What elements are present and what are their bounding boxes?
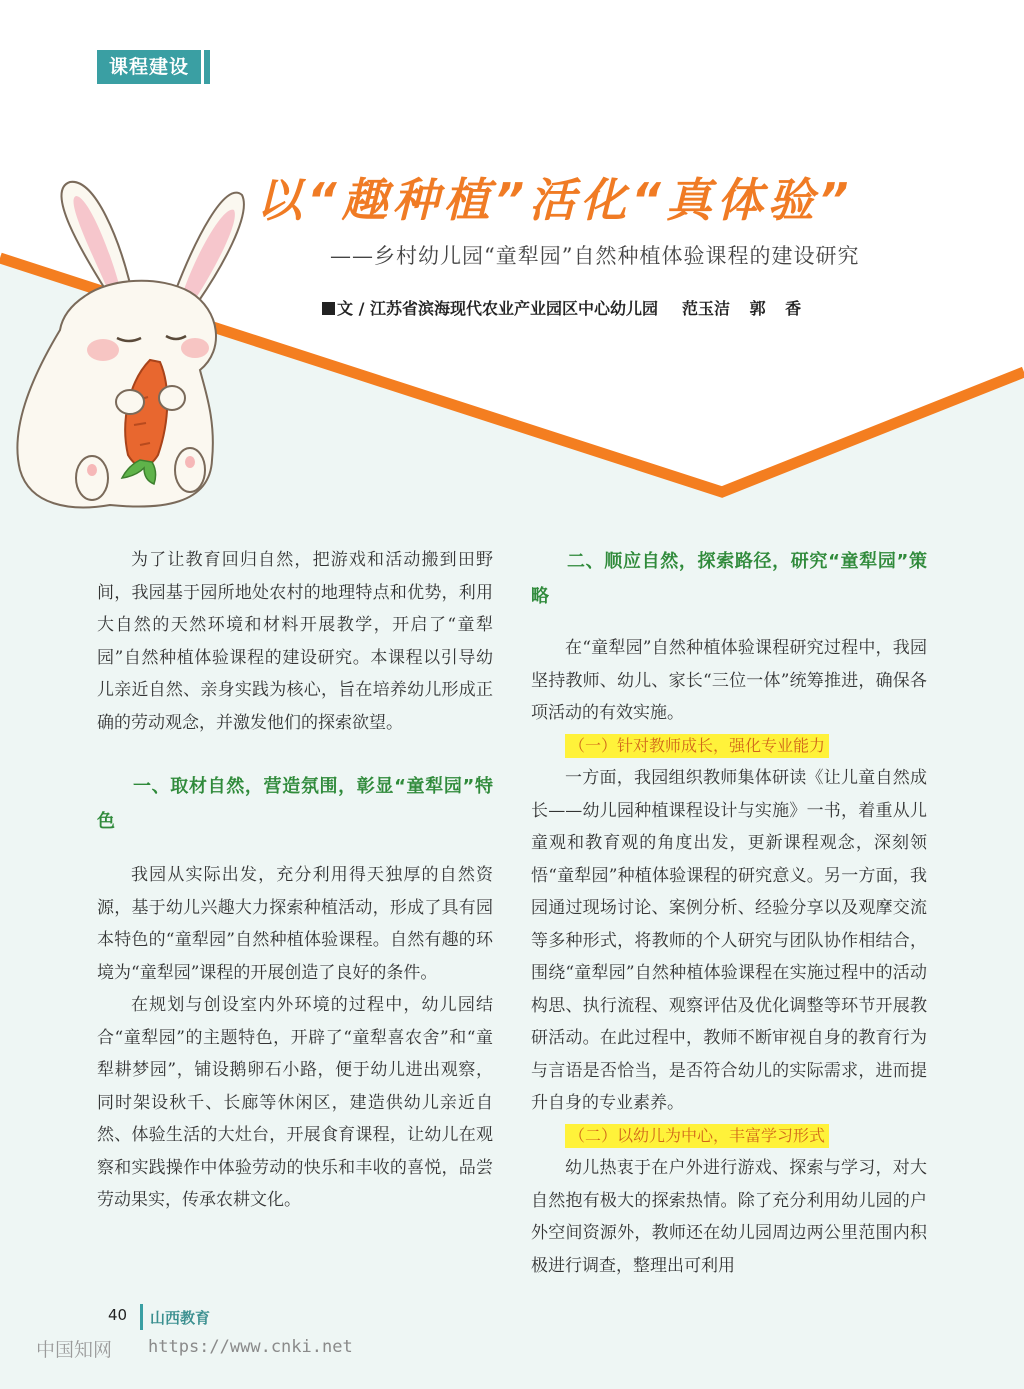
- page-number: 40: [108, 1306, 128, 1324]
- section-heading-2: 二、顺应自然，探索路径，研究“童犁园”策略: [531, 551, 927, 607]
- left-column: [97, 544, 493, 1217]
- intro-paragraph: 为了让教育回归自然，把游戏和活动搬到田野间，我园基于园所地处农村的地理特点和优势，利用大自然的天然环境和材料开展教学，开启了“童犁园”自然种植体验课程的建设研究。本课程以引导幼儿亲近自然、亲身实践为核心，旨在培养幼儿形成正确的劳动观念，并激发他们的探索欲望。: [97, 550, 493, 733]
- watermark-url: https://www.cnki.net: [148, 1337, 353, 1357]
- section-heading-1: 一、取材自然，营造氛围，彰显“童犁园”特色: [97, 776, 493, 832]
- section-tag-bar: [204, 50, 210, 84]
- paragraph: 幼儿热衷于在户外进行游戏、探索与学习，对大自然抱有极大的探索热情。除了充分利用幼儿园的户外空间资源外，教师还在幼儿园周边两公里范围内积极进行调查，整理出可利用: [531, 1158, 927, 1276]
- article-byline: [322, 296, 962, 319]
- magazine-name: 山西教育: [150, 1309, 211, 1327]
- paragraph: 在“童犁园”自然种植体验课程研究过程中，我园坚持教师、幼儿、家长“三位一体”统筹推进，确保各项活动的有效实施。: [531, 638, 927, 723]
- article-subtitle: ——乡村幼儿园“童犁园”自然种植体验课程的建设研究: [330, 244, 860, 268]
- subheading-highlight-2: （二）以幼儿为中心，丰富学习形式: [565, 1124, 829, 1148]
- article-title: 以“趣种植”活化“真体验”: [256, 173, 854, 227]
- byline-square-icon: [322, 302, 335, 315]
- byline-authors: 范玉洁 郭 香: [682, 299, 802, 318]
- byline-org: 文 / 江苏省滨海现代农业产业园区中心幼儿园: [337, 299, 658, 318]
- footer-divider: [140, 1304, 143, 1330]
- right-column: [531, 544, 927, 1282]
- paragraph: 一方面，我园组织教师集体研读《让儿童自然成长——幼儿园种植课程设计与实施》一书，着重从儿童观和教育观的角度出发，更新课程观念，深刻领悟“童犁园”种植体验课程的研究意义。另一方面，我园通过现场讨论、案例分析、经验分享以及观摩交流等多种形式，将教师的个人研究与团队协作相结合，围绕“童犁园”自然种植体验课程在实施过程中的活动构思、执行流程、观察评估及优化调整等环节开展教研活动。在此过程中，教师不断审视自身的教育行为与言语是否恰当，是否符合幼儿的实际需求，进而提升自身的专业素养。: [531, 768, 927, 1113]
- watermark-cnki-name: 中国知网: [36, 1339, 113, 1361]
- subheading-highlight-1: （一）针对教师成长，强化专业能力: [565, 734, 829, 758]
- section-tag: 课程建设: [97, 50, 201, 84]
- paragraph: 我园从实际出发，充分利用得天独厚的自然资源，基于幼儿兴趣大力探索种植活动，形成了具有园本特色的“童犁园”自然种植体验课程。自然有趣的环境为“童犁园”课程的开展创造了良好的条件。: [97, 865, 493, 983]
- paragraph: 在规划与创设室内外环境的过程中，幼儿园结合“童犁园”的主题特色，开辟了“童犁喜农舍”和“童犁耕梦园”，铺设鹅卵石小路，便于幼儿进出观察，同时架设秋千、长廊等休闲区，建造供幼儿亲近自然、体验生活的大灶台，开展食育课程，让幼儿在观察和实践操作中体验劳动的快乐和丰收的喜悦，品尝劳动果实，传承农耕文化。: [97, 995, 493, 1210]
